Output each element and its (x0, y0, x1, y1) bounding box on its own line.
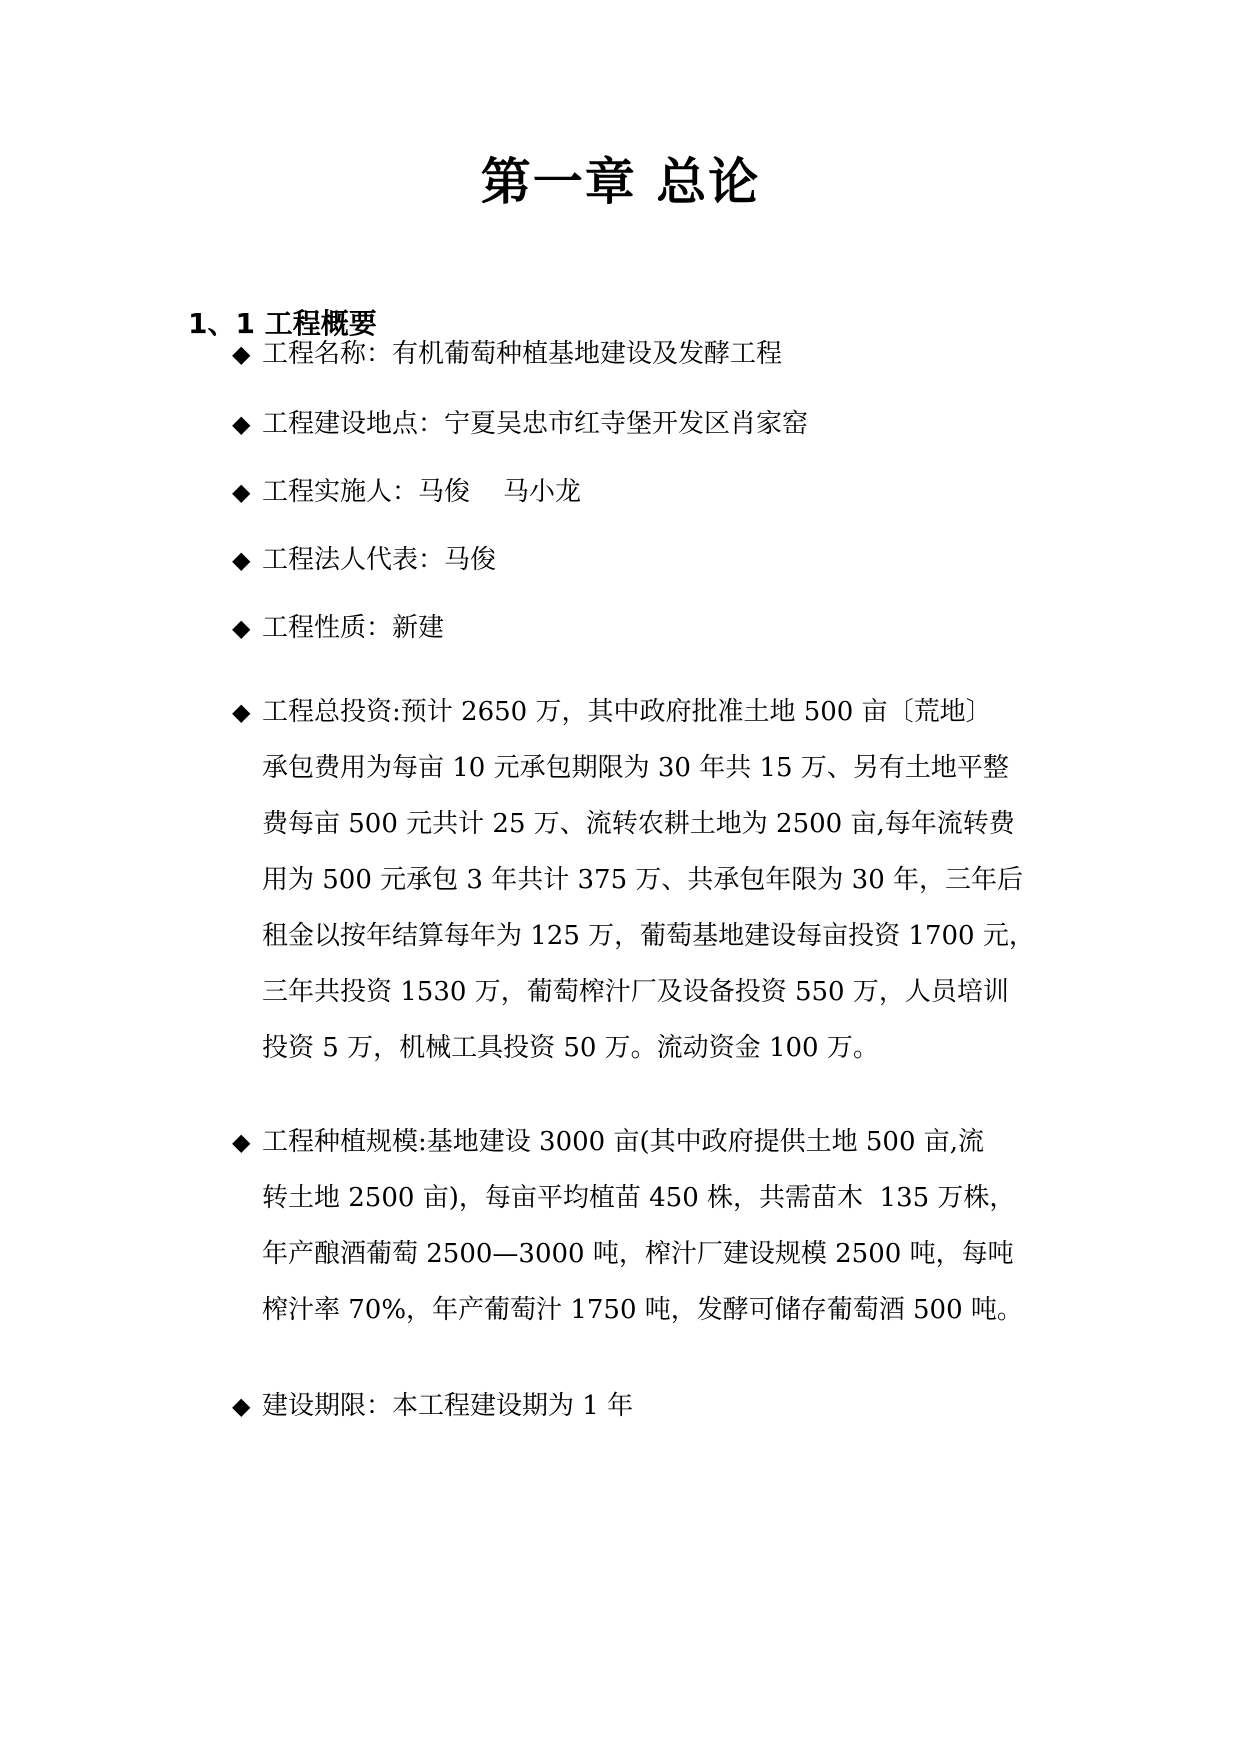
item-location (232, 396, 1092, 452)
diamond-bullet-icon: ◆ (232, 478, 251, 506)
item-line: ◆ 工程建设地点：宁夏吴忠市红寺堡开发区肖家窑 (232, 396, 1092, 452)
item-line: 承包费用为每亩 10 元承包期限为 30 年共 15 万、另有土地平整 (262, 753, 1009, 783)
item-line: 年产酿酒葡萄 2500—3000 吨，榨汁厂建设规模 2500 吨，每吨 (262, 1239, 1014, 1269)
item-line: 投资 5 万，机械工具投资 50 万。流动资金 100 万。 (262, 1033, 879, 1063)
chapter-title: 第一章 总论 (480, 153, 761, 211)
diamond-bullet-icon: ◆ (232, 698, 251, 726)
item-line: 费每亩 500 元共计 25 万、流转农耕土地为 2500 亩,每年流转费 (262, 809, 1015, 839)
item-nature (232, 600, 1092, 656)
diamond-bullet-icon: ◆ (232, 1128, 251, 1156)
item-implementer (232, 464, 1092, 520)
diamond-bullet-icon: ◆ (232, 340, 251, 368)
item-line: ◆ 工程总投资:预计 2650 万，其中政府批准土地 500 亩〔荒地〕 (232, 684, 1092, 740)
diamond-bullet-icon: ◆ (232, 614, 251, 642)
diamond-bullet-icon: ◆ (232, 546, 251, 574)
item-project-name (232, 326, 1092, 382)
item-line: ◆ 工程实施人：马俊 马小龙 (232, 464, 1092, 520)
item-legal-representative (232, 532, 1092, 588)
item-line: 转土地 2500 亩)，每亩平均植苗 450 株，共需苗木 135 万株， (262, 1183, 1016, 1213)
diamond-bullet-icon: ◆ (232, 410, 251, 438)
item-line: ◆ 工程名称：有机葡萄种植基地建设及发酵工程 (232, 326, 1092, 382)
item-construction-period (232, 1378, 1092, 1434)
item-line: 三年共投资 1530 万，葡萄榨汁厂及设备投资 550 万，人员培训 (262, 977, 1009, 1007)
diamond-bullet-icon: ◆ (232, 1392, 251, 1420)
item-total-investment (232, 684, 1092, 1076)
item-line: 租金以按年结算每年为 125 万，葡萄基地建设每亩投资 1700 元， (262, 921, 1035, 951)
item-planting-scale (232, 1114, 1092, 1338)
item-line: ◆ 工程性质：新建 (232, 600, 1092, 656)
item-line: 用为 500 元承包 3 年共计 375 万、共承包年限为 30 年，三年后 (262, 865, 1023, 895)
section-heading: 1、1 工程概要 (188, 307, 377, 340)
item-line: ◆ 建设期限：本工程建设期为 1 年 (232, 1378, 1092, 1434)
item-line: ◆ 工程种植规模:基地建设 3000 亩(其中政府提供土地 500 亩,流 (232, 1114, 1092, 1170)
item-line: 榨汁率 70%，年产葡萄汁 1750 吨，发酵可储存葡萄酒 500 吨。 (262, 1295, 1023, 1325)
item-line: ◆ 工程法人代表：马俊 (232, 532, 1092, 588)
